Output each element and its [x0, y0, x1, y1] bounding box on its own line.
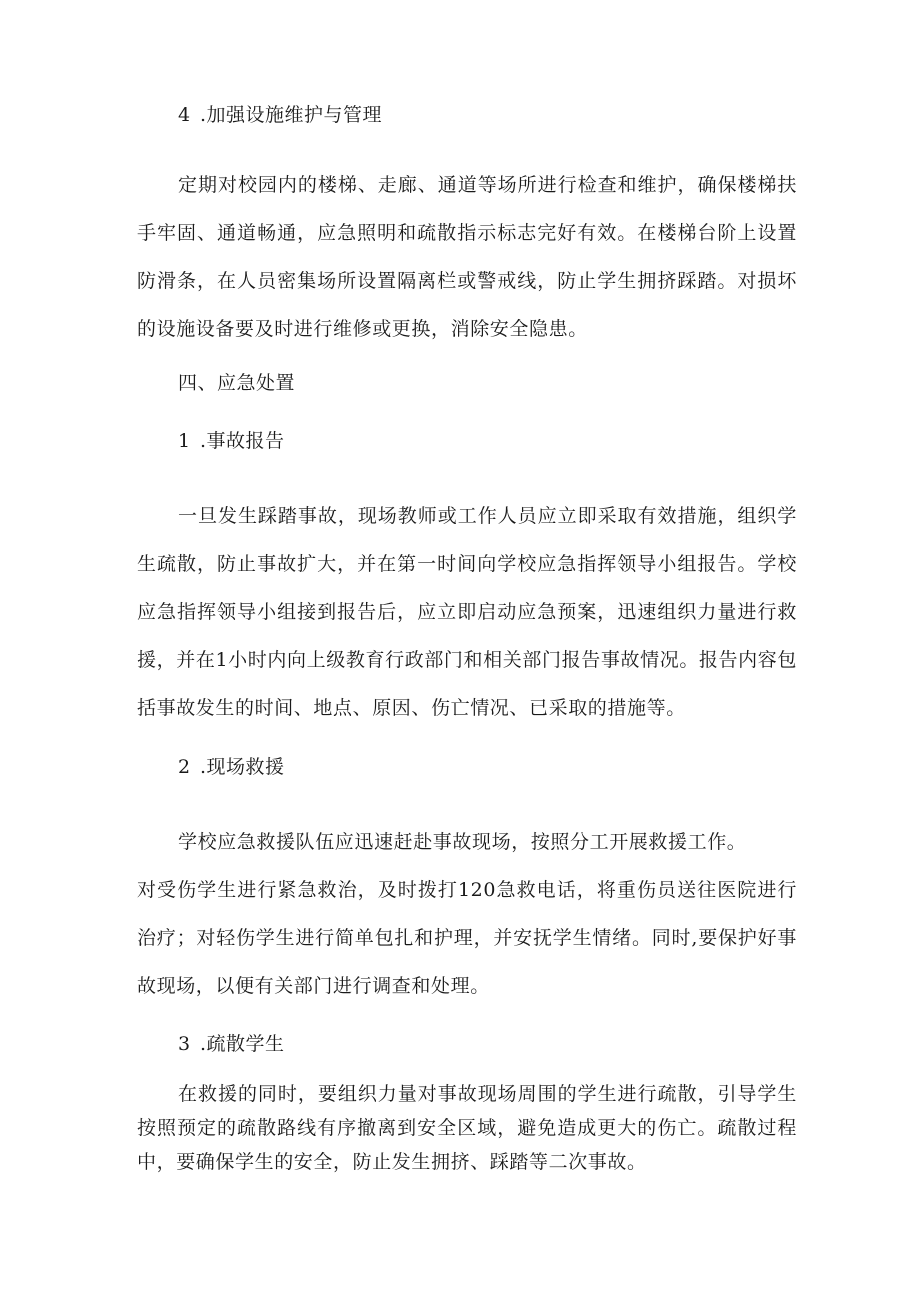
- paragraph-rescue-rest: 对受伤学生进行紧急救治，及时拨打120急救电话，将重伤员送往医院进行治疗；对轻伤学生进行简单包扎和护理，并安抚学生情绪。同时,要保护好事故现场，以便有关部门进行调查和处理。: [137, 879, 797, 997]
- paragraph-facilities: 定期对校园内的楼梯、走廊、通道等场所进行检查和维护，确保楼梯扶手牢固、通道畅通，应急照明和疏散指示标志完好有效。在楼梯台阶上设置防滑条，在人员密集场所设置隔离栏或警戒线，防止学生拥挤踩踏。对损坏的设施设备要及时进行维修或更换，消除安全隐患。: [137, 174, 797, 340]
- heading-title: .疏散学生: [200, 1033, 285, 1055]
- heading-4: [178, 103, 382, 127]
- paragraph-report: 一旦发生踩踏事故，现场教师或工作人员应立即采取有效措施，组织学生疏散，防止事故扩大，并在第一时间向学校应急指挥领导小组报告。学校应急指挥领导小组接到报告后，应立即启动应急预案，迅速组织力量进行救援，并在1小时内向上级教育行政部门和相关部门报告事故情况。报告内容包括事故发生的时间、地点、原因、伤亡情况、已采取的措施等。: [137, 505, 797, 719]
- heading-number: 1: [178, 430, 191, 452]
- heading-number: 2: [178, 756, 191, 778]
- paragraph-rescue-first: 学校应急救援队伍应迅速赶赴事故现场，按照分工开展救援工作。: [178, 831, 747, 853]
- heading-title: .事故报告: [200, 430, 285, 452]
- section-title-emergency: 四、应急处置: [178, 372, 296, 394]
- heading-2: [178, 755, 285, 779]
- heading-title: .加强设施维护与管理: [200, 104, 383, 126]
- heading-title: .现场救援: [200, 756, 285, 778]
- paragraph-evacuate: 在救援的同时，要组织力量对事故现场周围的学生进行疏散，引导学生按照预定的疏散路线有序撤离到安全区域，避免造成更大的伤亡。疏散过程中，要确保学生的安全，防止发生拥挤、踩踏等二次事故。: [137, 1083, 797, 1173]
- heading-3: [178, 1032, 285, 1056]
- heading-number: 4: [178, 104, 191, 126]
- heading-number: 3: [178, 1033, 191, 1055]
- heading-1: [178, 429, 285, 453]
